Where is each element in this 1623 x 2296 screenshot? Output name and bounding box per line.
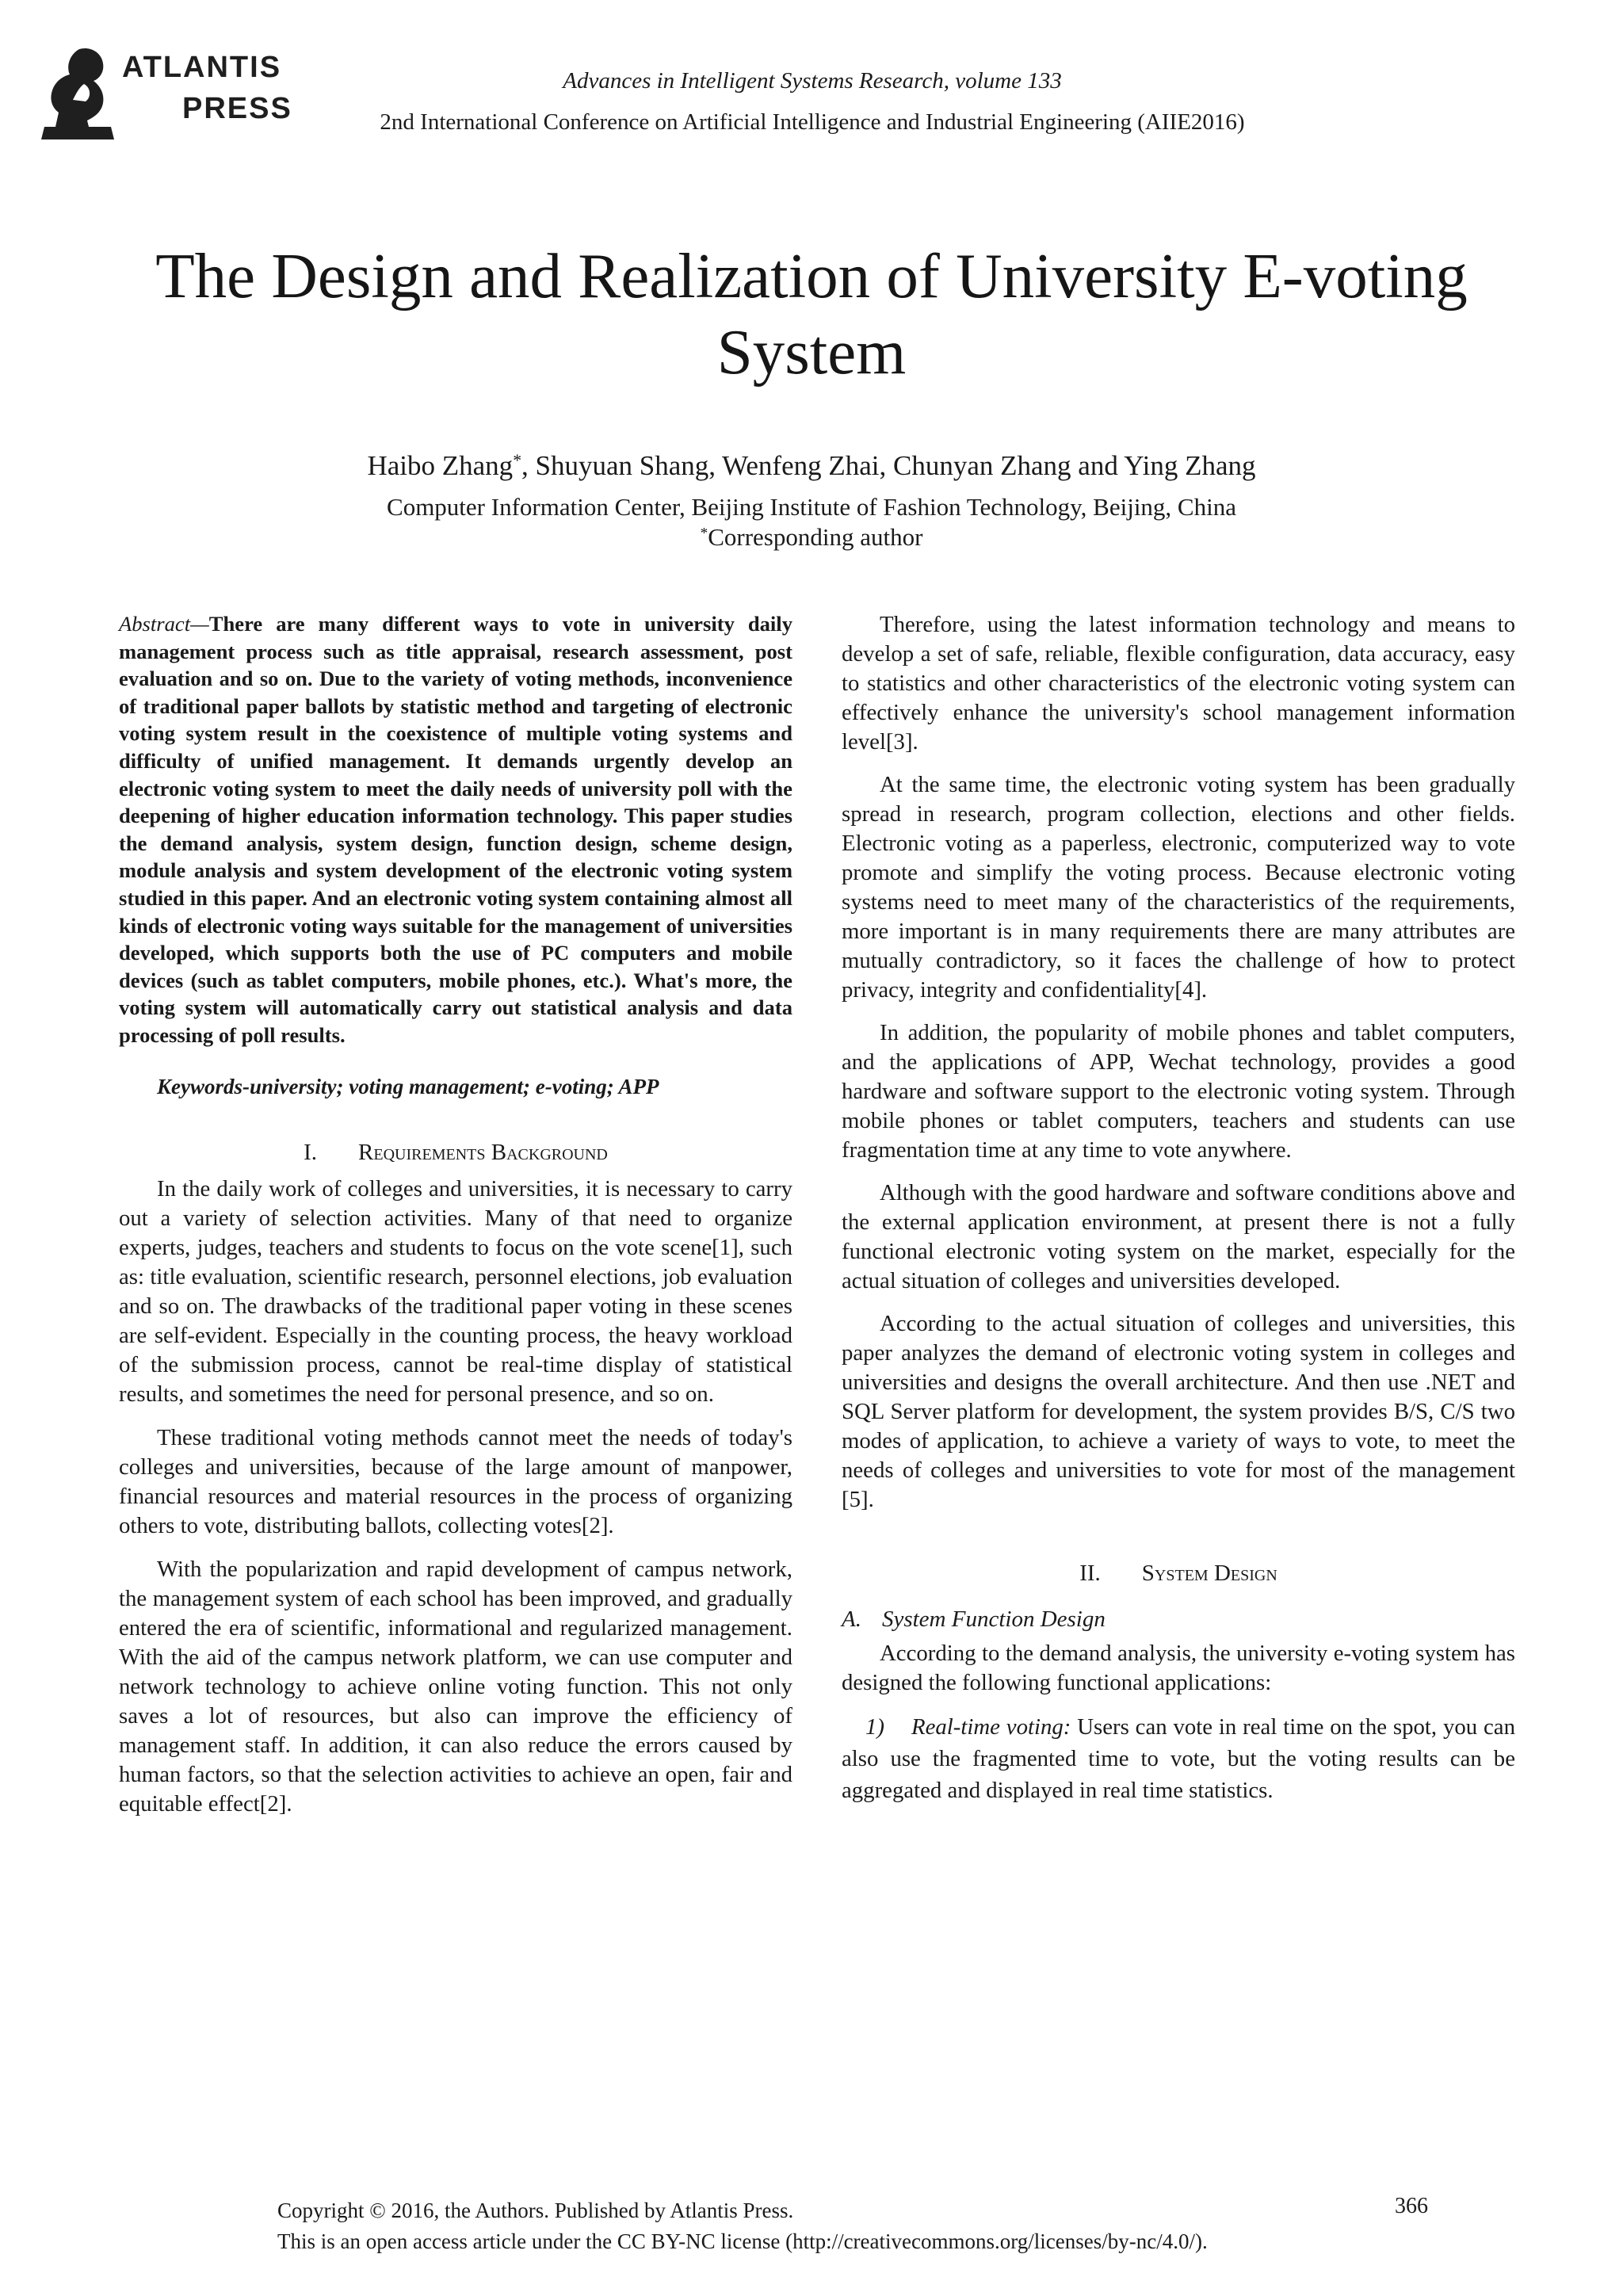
left-column: [119, 610, 792, 1833]
abstract-lead: Abstract—: [119, 612, 209, 636]
section-heading-system-design: [842, 1559, 1515, 1587]
body-paragraph: According to the actual situation of colleges and universities, this paper analyzes the demand of electronic voting system in colleges and universities and designs the overall architecture. And then use .NET and SQL Server platform for development, the system provides B/S, C/S two modes of application, to achieve a variety of ways to vote, to meet the needs of colleges and universities to vote for most of the management [5].: [842, 1311, 1515, 1512]
body-paragraph: Although with the good hardware and software conditions above and the external application environment, at present there is not a fully functional electronic voting system on the market, especially for the actual situation of colleges and universities developed.: [842, 1180, 1515, 1293]
corresponding-mark: *: [513, 451, 522, 471]
abstract: [119, 610, 792, 1049]
body-paragraph: These traditional voting methods cannot meet the needs of today's colleges and universities, because of the large amount of manpower, financial resources and material resources in the process of organizing others to vote, distributing ballots, collecting votes[2].: [119, 1424, 792, 1538]
body-paragraph: With the popularization and rapid development of campus network, the management system of each school has been improved, and gradually entered the era of scientific, informational and regularized management. With the aid of the campus network platform, we can use computer and network technology to achieve online voting function. This not only saves a lot of resources, but also can improve the efficiency of management staff. In addition, it can also reduce the errors caused by human factors, so that the selection activities to achieve an open, fair and equitable effect[2].: [119, 1556, 792, 1817]
atlantis-press-logo: [38, 44, 292, 144]
body-paragraph: Therefore, using the latest information technology and means to develop a set of safe, reliable, flexible configuration, data accuracy, easy to statistics and other characteristics of the electronic voting system can effectively enhance the university's school management information level[3].: [842, 612, 1515, 755]
section-number: II.: [1079, 1561, 1101, 1586]
journal-name: Advances in Intelligent Systems Research, volume 133: [563, 68, 1062, 94]
section-title: System Design: [1141, 1561, 1277, 1586]
right-column: [842, 610, 1515, 1820]
body-paragraph: At the same time, the electronic voting system has been gradually spread in research, program collection, elections and other fields. Electronic voting as a paperless, electronic, computerized way to vote promote and simplify the voting process. Because electronic voting systems need to meet many of the characteristics of the requirements, more important is in many requirements there are many attributes are mutually contradictory, so it faces the challenge of how to protect privacy, integrity and confidentiality[4].: [842, 772, 1515, 1003]
list-item: [842, 1711, 1515, 1806]
paper-title: The Design and Realization of University E-voting System: [155, 240, 1468, 388]
list-term: Real-time voting:: [911, 1714, 1071, 1740]
section-number: I.: [304, 1139, 318, 1165]
thinker-logo-icon: [38, 44, 125, 144]
author-list: [238, 452, 1385, 479]
subsection-title: System Function Design: [881, 1606, 1106, 1632]
conference-name: 2nd International Conference on Artificial Intelligence and Industrial Engineering (AIIE2016): [380, 109, 1245, 135]
corresponding-author-note: [238, 525, 1385, 549]
copyright-notice: Copyright © 2016, the Authors. Published by Atlantis Press.: [277, 2199, 794, 2222]
corresponding-note-text: Corresponding author: [708, 523, 923, 551]
abstract-text: There are many different ways to vote in university daily management process such as title appraisal, research assessment, post evaluation and so on. Due to the variety of voting methods, inconvenience of traditional paper ballots by statistic method and targeting of electronic voting system result in the coexistence of multiple voting systems and difficulty of unified management. It demands urgently develop an electronic voting system to meet the daily needs of university poll with the deepening of higher education information technology. This paper studies the demand analysis, system design, function design, scheme design, module analysis and system development of the electronic voting system studied in this paper. And an electronic voting system containing almost all kinds of electronic voting ways suitable for the management of universities developed, which supports both the use of PC computers and mobile devices (such as tablet computers, mobile phones, etc.). What's more, the voting system will automatically carry out statistical analysis and data processing of poll results.: [119, 612, 792, 1047]
subsection-heading: [842, 1605, 1515, 1634]
body-paragraph: In the daily work of colleges and universities, it is necessary to carry out a variety of selection activities. Many of that need to organize experts, judges, teachers and students to focus on the vote scene[1], such as: title evaluation, scientific research, personnel elections, job evaluation and so on. The drawbacks of the traditional paper voting in these scenes are self-evident. Especially in the counting process, the heavy workload of the submission process, cannot be real-time display of statistical results, and sometimes the need for personal presence, and so on.: [119, 1175, 792, 1407]
logo-word-atlantis: ATLANTIS: [122, 51, 282, 84]
list-text: Users can vote in real time on the spot, you can also use the fragmented time to vote, but the voting results can be aggregated and displayed in real time statistics.: [842, 1714, 1515, 1803]
body-paragraph: In addition, the popularity of mobile phones and tablet computers, and the applications of APP, Wechat technology, provides a good hardware and software support to the electronic voting system. Through mobile phones or tablet computers, teachers and students can use fragmentation time at any time to vote anywhere.: [842, 1020, 1515, 1163]
list-number: 1): [865, 1714, 884, 1740]
affiliation: Computer Information Center, Beijing Institute of Fashion Technology, Beijing, China: [387, 493, 1236, 521]
first-author: Haibo Zhang: [367, 450, 514, 481]
body-paragraph: According to the demand analysis, the university e-voting system has designed the following functional applications:: [842, 1641, 1515, 1695]
license-notice: This is an open access article under the CC BY-NC license (http://creativecommons.org/licenses/by-nc/4.0/).: [277, 2229, 1208, 2253]
logo-word-press: PRESS: [182, 92, 292, 125]
corresponding-note-mark: *: [700, 525, 708, 542]
other-authors: , Shuyuan Shang, Wenfeng Zhai, Chunyan Zhang and Ying Zhang: [521, 450, 1256, 481]
keywords: Keywords-university; voting management; e-voting; APP: [157, 1074, 659, 1098]
subsection-letter: A.: [842, 1606, 861, 1632]
section-title: Requirements Background: [358, 1139, 608, 1165]
page-number: 366: [1395, 2194, 1428, 2218]
section-heading-requirements: [119, 1138, 792, 1167]
